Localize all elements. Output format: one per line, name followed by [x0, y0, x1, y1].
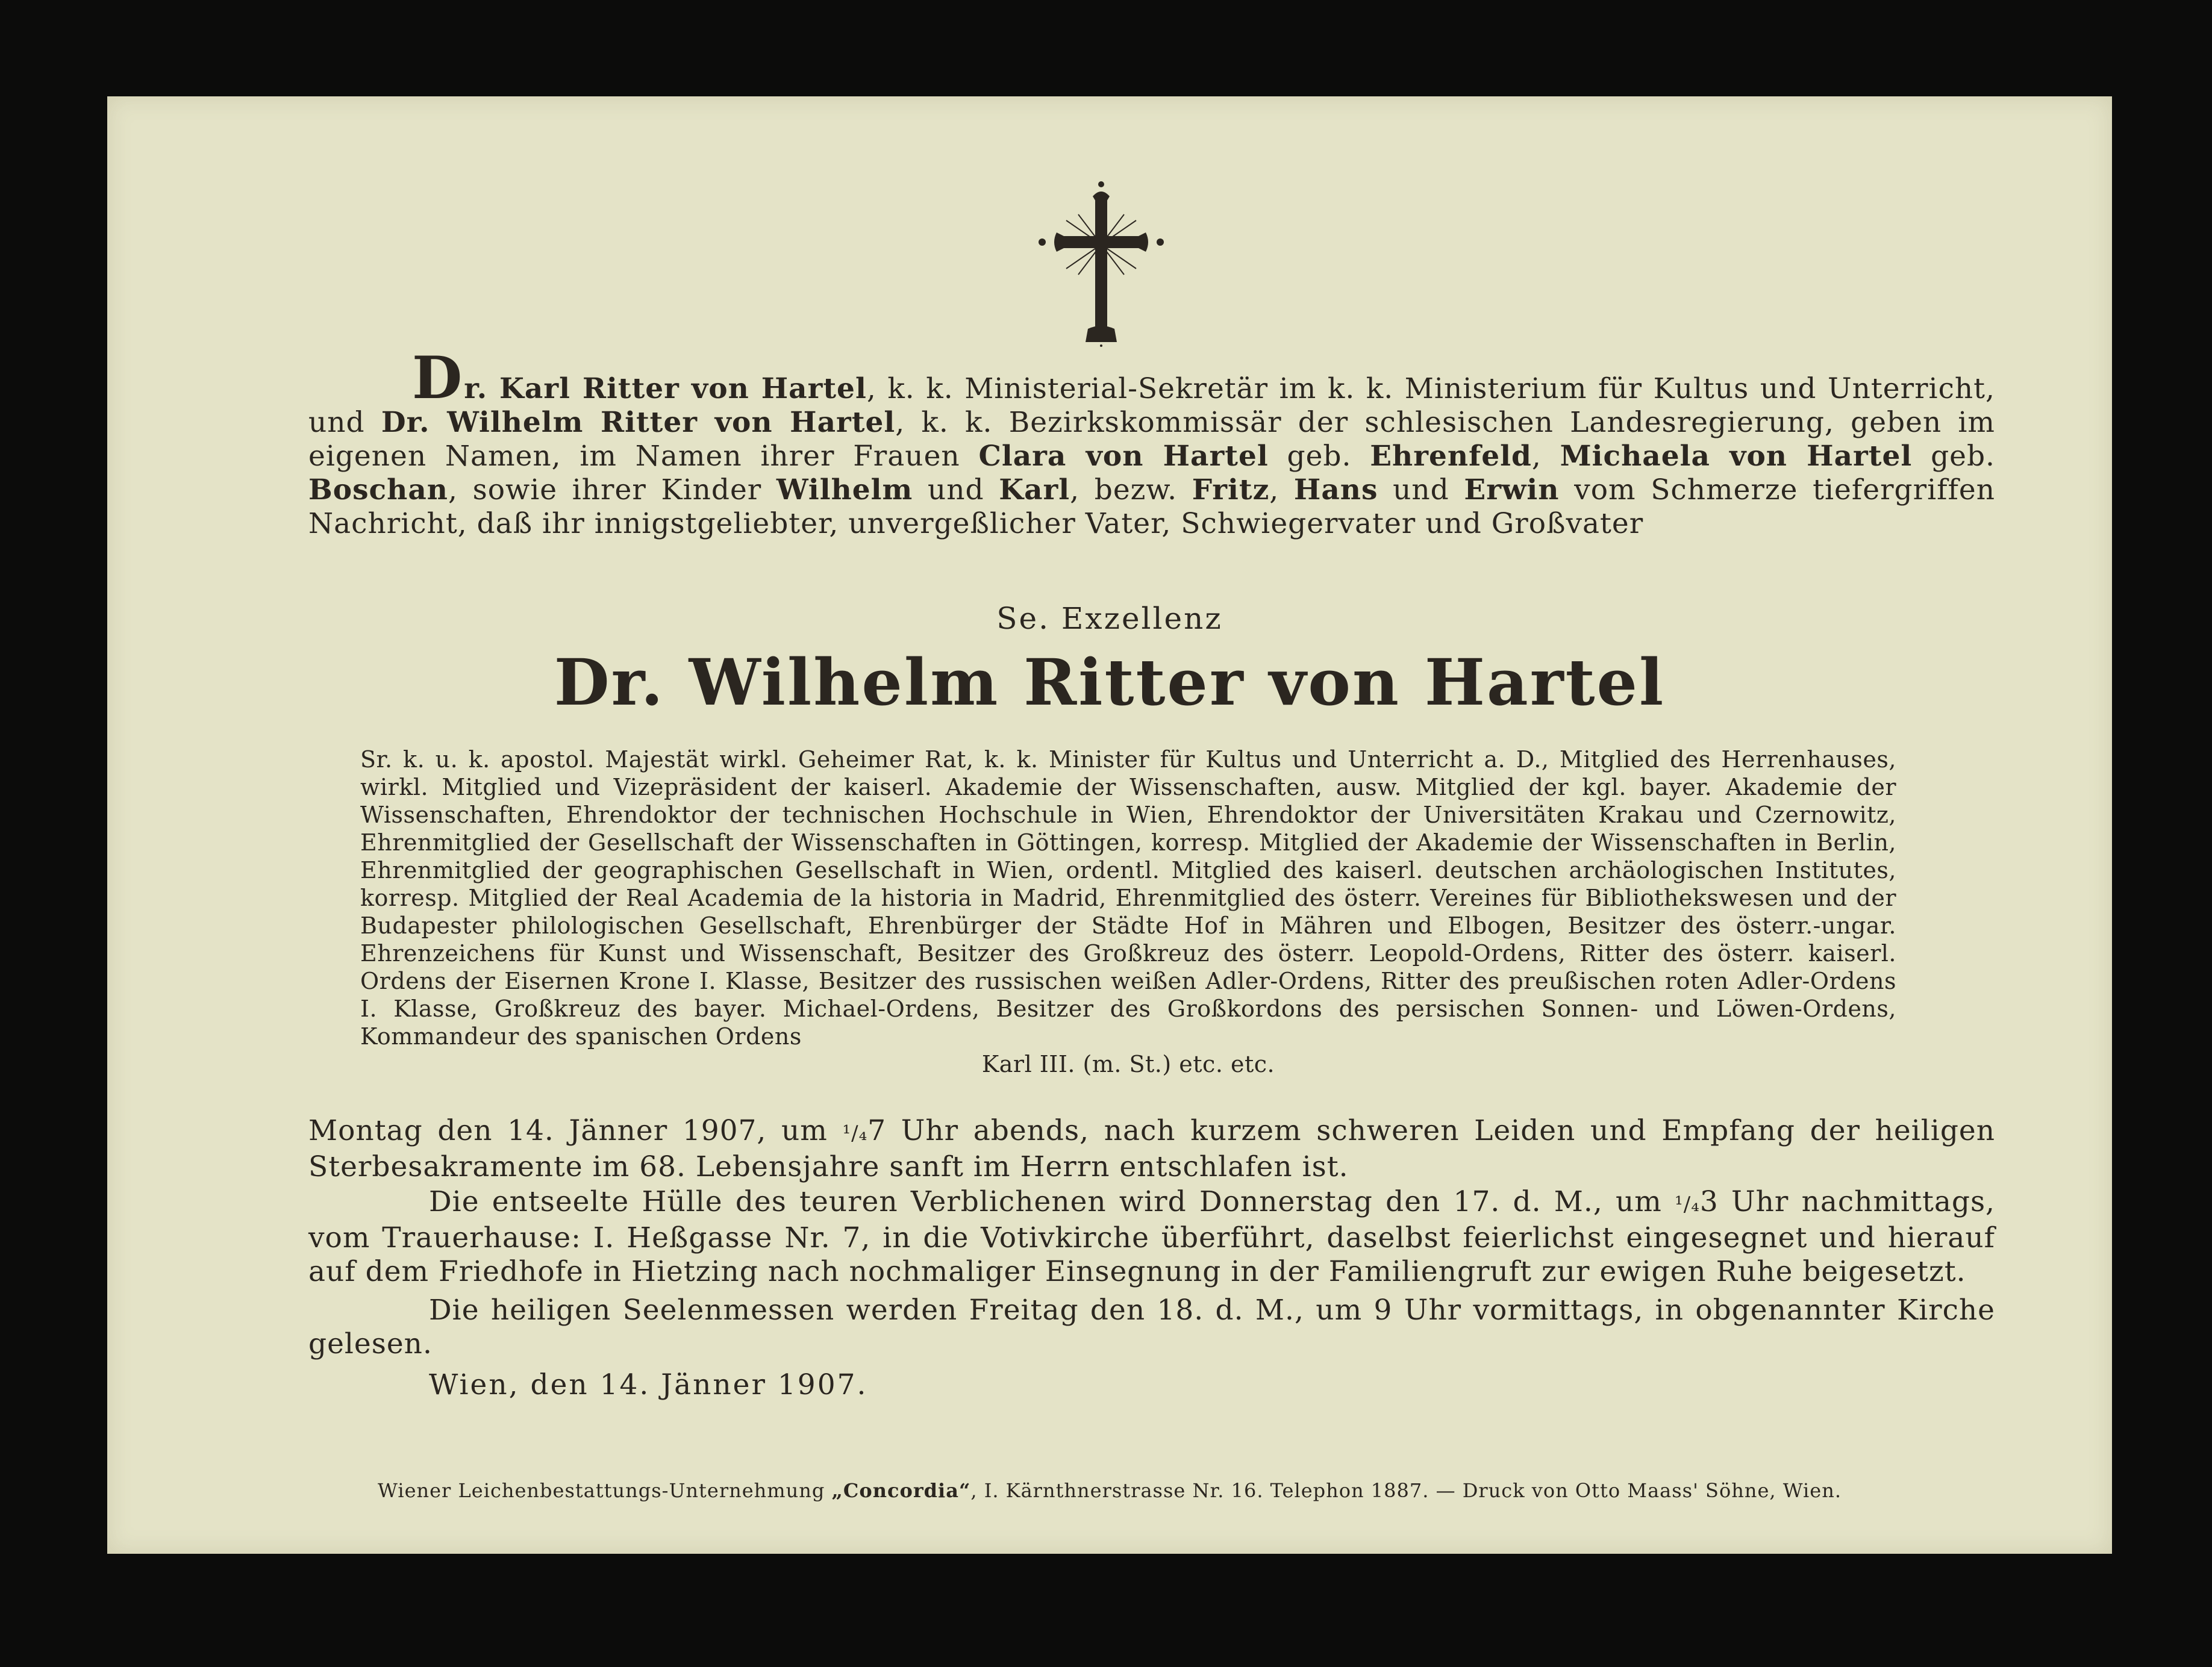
intro-name-run: Erwin: [1464, 473, 1560, 506]
intro-name-run: Clara von Hartel: [978, 440, 1269, 473]
titles-paragraph: Sr. k. u. k. apostol. Majestät wirkl. Geheimer Rat, k. k. Minister für Kultus und Unterricht a. D., Mitglied des Herrenhauses, wirkl. Mitglied und Vizepräsident der kaiserl. Akademie der Wissenschaften, ausw. Mitglied der kgl. bayer. Akademie der Wissenschaften, Ehrendoktor der technischen Hochschule in Wien, Ehrendoktor der Universitäten Krakau und Czernowitz, Ehrenmitglied der Gesellschaft der Wissenschaften in Göttingen, korresp. Mitglied der Akademie der Wissenschaften in Berlin, Ehrenmitglied der geographischen Gesellschaft in Wien, ordentl. Mitglied des kaiserl. deutschen archäologischen Institutes, korresp. Mitglied der Real Academia de la historia in Madrid, Ehrenmitglied des österr. Vereines für Bibliothekswesen und der Budapester philologischen Gesellschaft, Ehrenbürger der Städte Hof in Mähren und Elbogen, Besitzer des österr.-ungar. Ehrenzeichens für Kunst und Wissenschaft, Besitzer des Großkreuz des österr. Leopold-Ordens, Ritter des österr. kaiserl. Ordens der Eisernen Krone I. Klasse, Besitzer des russischen weißen Adler-Ordens, Ritter des preußischen roten Adler-Ordens I. Klasse, Großkreuz des bayer. Michael-Ordens, Besitzer des Großkordons des persischen Sonnen- und Löwen-Ordens, Kommandeur des spanischen Ordens: [360, 746, 1896, 1050]
intro-name-run: Hans: [1293, 473, 1378, 506]
intro-name-run: Karl: [999, 473, 1070, 506]
footer-text-after: , I. Kärnthnerstrasse Nr. 16. Telephon 1887. — Druck von Otto Maass' Söhne, Wien.: [970, 1479, 1842, 1502]
intro-text-run: geb.: [1912, 440, 1995, 473]
funeral-text-after: 3 Uhr nachmittags, vom Trauerhause: I. Heßgasse Nr. 7, in die Votivkirche überführt, daselbst feierlichst eingesegnet und hierauf auf dem Friedhofe in Hietzing nach nochmaliger Einsegnung in der Familiengruft zur ewigen Ruhe beigesetzt.: [308, 1185, 1995, 1288]
printer-footer: [107, 1479, 2112, 1502]
intro-text-run: vom Schmerze tiefergriffen Nachricht, daß ihr innigstgeliebter, unvergeßlicher Vater, Schwiegervater und Großvater: [308, 473, 1995, 540]
intro-name-run: Karl Ritter von Hartel: [499, 372, 867, 405]
intro-text-run: , sowie ihrer Kinder: [448, 473, 776, 506]
honorific-line: Se. Exzellenz: [996, 601, 1223, 636]
intro-name-run: r.: [464, 372, 500, 405]
intro-name-run: Dr. Wilhelm Ritter von Hartel: [381, 406, 896, 439]
intro-text-run: und: [913, 473, 999, 506]
intro-name-run: Michaela von Hartel: [1560, 440, 1913, 473]
intro-name-run: Ehrenfeld: [1370, 440, 1532, 473]
death-paragraph: [308, 1114, 1995, 1184]
intro-text-run: , bezw.: [1070, 473, 1192, 506]
funeral-paragraph: [308, 1185, 1995, 1289]
intro-name-run: Wilhelm: [776, 473, 913, 506]
deceased-name: Dr. Wilhelm Ritter von Hartel: [554, 644, 1666, 720]
intro-text-run: ,: [1269, 473, 1294, 506]
intro-text-run: , k. k. Ministerial-Sekretär im k. k. Ministerium für Kultus und Unterricht, und: [308, 372, 1995, 439]
intro-text-run: , k. k. Bezirkskommissär der schlesischen Landesregierung, geben im eigenen Namen, im Namen ihrer Frauen: [308, 406, 1995, 473]
intro-text-run: und: [1378, 473, 1464, 506]
dateline: Wien, den 14. Jänner 1907.: [429, 1368, 868, 1401]
intro-name-run: Boschan: [308, 473, 448, 506]
intro-text-run: ,: [1531, 440, 1560, 473]
death-notice-card: [107, 96, 2112, 1554]
intro-paragraph: [308, 344, 1995, 541]
funeral-text-before: Die entseelte Hülle des teuren Verblichenen wird Donnerstag den 17. d. M., um: [429, 1185, 1675, 1218]
mass-paragraph: Die heiligen Seelenmessen werden Freitag den 18. d. M., um 9 Uhr vormittags, in obgenannter Kirche gelesen.: [308, 1294, 1995, 1360]
intro-name-run: Fritz: [1192, 473, 1270, 506]
funeral-time-fraction: ¹/₄: [1675, 1192, 1700, 1217]
death-text-after: 7 Uhr abends, nach kurzem schweren Leiden und Empfang der heiligen Sterbesakramente im 68. Lebensjahre sanft im Herrn entschlafen ist.: [308, 1114, 1995, 1183]
intro-text: [308, 372, 1995, 540]
footer-company: „Concordia“: [831, 1479, 971, 1502]
death-text-before: Montag den 14. Jänner 1907, um: [308, 1114, 843, 1147]
intro-text-run: geb.: [1268, 440, 1370, 473]
cross-icon: [1030, 178, 1172, 347]
dropcap: D: [412, 344, 463, 412]
footer-text-before: Wiener Leichenbestattungs-Unternehmung: [378, 1479, 832, 1502]
titles-last-line: Karl III. (m. St.) etc. etc.: [981, 1051, 1275, 1077]
death-time-fraction: ¹/₄: [842, 1121, 868, 1145]
